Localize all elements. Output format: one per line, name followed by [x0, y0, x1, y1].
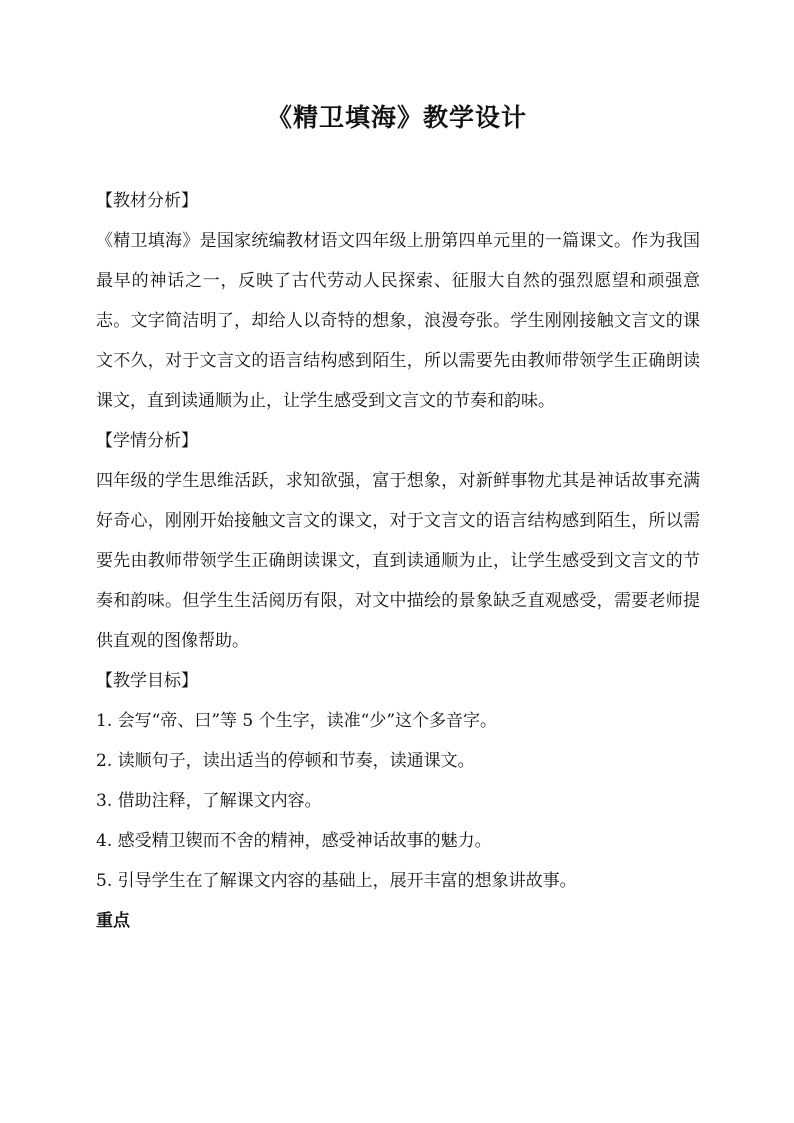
goal-item: 3. 借助注释，了解课文内容。	[96, 791, 322, 811]
section-paragraph-textbook-analysis: 《精卫填海》是国家统编教材语文四年级上册第四单元里的一篇课文。作为我国最早的神话之一，反映了古代劳动人民探索、征服大自然的强烈愿望和顽强意志。文字简洁明了，却给人以奇特的想象，浪漫夸张。学生刚刚接触文言文的课文不久，对于文言文的语言结构感到陌生，所以需要先由教师带领学生正确朗读课文，直到读通顺为止，让学生感受到文言文的节奏和韵味。	[96, 231, 700, 411]
goal-item: 5. 引导学生在了解课文内容的基础上，展开丰富的想象讲故事。	[96, 871, 577, 891]
document-body	[96, 181, 700, 941]
section-heading-textbook-analysis: 【教材分析】	[96, 191, 198, 211]
section-paragraph-student-analysis: 四年级的学生思维活跃，求知欲强，富于想象，对新鲜事物尤其是神话故事充满好奇心，刚刚开始接触文言文的课文，对于文言文的语言结构感到陌生，所以需要先由教师带领学生正确朗读课文，直到读通顺为止，让学生感受到文言文的节奏和韵味。但学生生活阅历有限，对文中描绘的景象缺乏直观感受，需要老师提供直观的图像帮助。	[96, 471, 700, 651]
section-heading-teaching-goals: 【教学目标】	[96, 671, 198, 691]
goal-item: 2. 读顺句子，读出适当的停顿和节奏，读通课文。	[96, 751, 475, 771]
document-title: 《精卫填海》教学设计	[266, 103, 527, 132]
goal-item: 4. 感受精卫锲而不舍的精神，感受神话故事的魅力。	[96, 831, 492, 851]
key-point-label: 重点	[96, 911, 130, 931]
section-heading-student-analysis: 【学情分析】	[96, 431, 198, 451]
goal-item: 1. 会写“帝、曰”等 5 个生字，读准“少”这个多音字。	[96, 711, 498, 731]
